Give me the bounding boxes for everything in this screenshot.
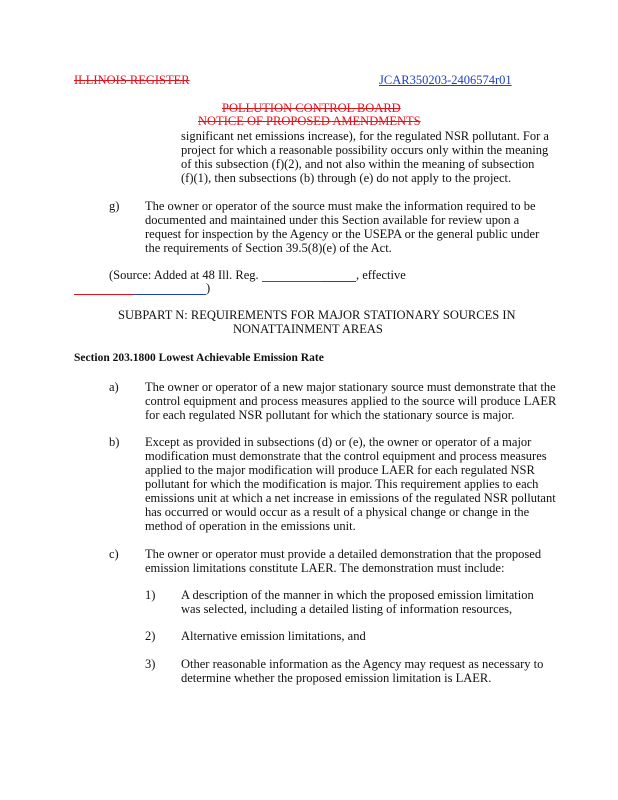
list-item bbox=[181, 588, 534, 616]
paragraph-label: g) bbox=[109, 199, 120, 213]
text-line: emission limitations constitute LAER. The demonstration must include: bbox=[145, 561, 505, 575]
list-item bbox=[181, 629, 366, 643]
text-line: project for which a reasonable possibility occurs only within the meaning bbox=[181, 143, 549, 157]
text-line: of this subsection (f)(2), and not also within the meaning of subsection bbox=[181, 157, 535, 171]
item-number: 3) bbox=[145, 657, 156, 671]
text-line: significant net emissions increase), for the regulated NSR pollutant. For a bbox=[181, 129, 549, 143]
text-line: The owner or operator of a new major stationary source must demonstrate that the bbox=[145, 380, 556, 394]
text-line: The owner or operator must provide a detailed demonstration that the proposed bbox=[145, 547, 542, 561]
section-heading: Section 203.1800 Lowest Achievable Emission Rate bbox=[74, 352, 324, 364]
text-line: for each regulated NSR pollutant for which the stationary source is major. bbox=[145, 408, 515, 422]
blank-line-inserted bbox=[322, 281, 356, 282]
text-line: Other reasonable information as the Agency may request as necessary to bbox=[181, 657, 544, 671]
text-line: pollutant for which the modification is major. This requirement applies to each bbox=[145, 477, 539, 491]
blank-line-deleted bbox=[74, 294, 134, 295]
text-line: Alternative emission limitations, and bbox=[181, 629, 366, 643]
source-note-close: ) bbox=[206, 281, 211, 295]
text-line: method of operation in the emissions unit. bbox=[145, 519, 356, 533]
item-number: 1) bbox=[145, 588, 156, 602]
text-line: documented and maintained under this Section available for review upon a bbox=[145, 213, 520, 227]
paragraph-label: a) bbox=[109, 380, 119, 394]
text-line: the requirements of Section 39.5(8)(e) of the Act. bbox=[145, 241, 392, 255]
text-line: request for inspection by the Agency or the USEPA or the general public under bbox=[145, 227, 540, 241]
paragraph-c bbox=[145, 547, 541, 575]
text-line: determine whether the proposed emission limitation is LAER. bbox=[181, 671, 492, 685]
text-line: Except as provided in subsections (d) or (e), the owner or operator of a major bbox=[145, 435, 532, 449]
source-note-suffix: , effective bbox=[356, 268, 406, 282]
blank-line-inserted bbox=[134, 294, 206, 295]
text-line: modification must demonstrate that the control equipment and process measures bbox=[145, 449, 547, 463]
text-line: (f)(1), then subsections (b) through (e) do not apply to the project. bbox=[181, 171, 512, 185]
subpart-heading-cont: NONATTAINMENT AREAS bbox=[233, 322, 383, 336]
text-line: A description of the manner in which the proposed emission limitation bbox=[181, 588, 534, 602]
blank-line-deleted bbox=[262, 281, 322, 282]
notice-title: NOTICE OF PROPOSED AMENDMENTS bbox=[198, 114, 421, 128]
list-item bbox=[181, 657, 543, 685]
text-line: control equipment and process measures applied to the source will produce LAER bbox=[145, 394, 557, 408]
register-header: ILLINOIS REGISTER bbox=[74, 73, 190, 87]
text-line: The owner or operator of the source must make the information required to be bbox=[145, 199, 536, 213]
text-line: was selected, including a detailed listing of information resources, bbox=[181, 602, 513, 616]
paragraph-g bbox=[145, 199, 539, 255]
document-id: JCAR350203-2406574r01 bbox=[379, 73, 512, 87]
paragraph-label: c) bbox=[109, 547, 119, 561]
text-line: has occurred or would occur as a result of a physical change or change in the bbox=[145, 505, 530, 519]
agency-title: POLLUTION CONTROL BOARD bbox=[222, 101, 401, 115]
paragraph-label: b) bbox=[109, 435, 120, 449]
source-note-prefix: (Source: Added at 48 Ill. Reg. bbox=[109, 268, 259, 282]
item-number: 2) bbox=[145, 629, 156, 643]
text-line: emissions unit at which a net increase in emissions of the regulated NSR pollutant bbox=[145, 491, 556, 505]
paragraph-b bbox=[145, 435, 556, 533]
carryover-paragraph bbox=[181, 129, 549, 185]
paragraph-a bbox=[145, 380, 556, 422]
subpart-heading: SUBPART N: REQUIREMENTS FOR MAJOR STATIONARY SOURCES IN bbox=[118, 308, 516, 322]
text-line: applied to the major modification will produce LAER for each regulated NSR bbox=[145, 463, 535, 477]
